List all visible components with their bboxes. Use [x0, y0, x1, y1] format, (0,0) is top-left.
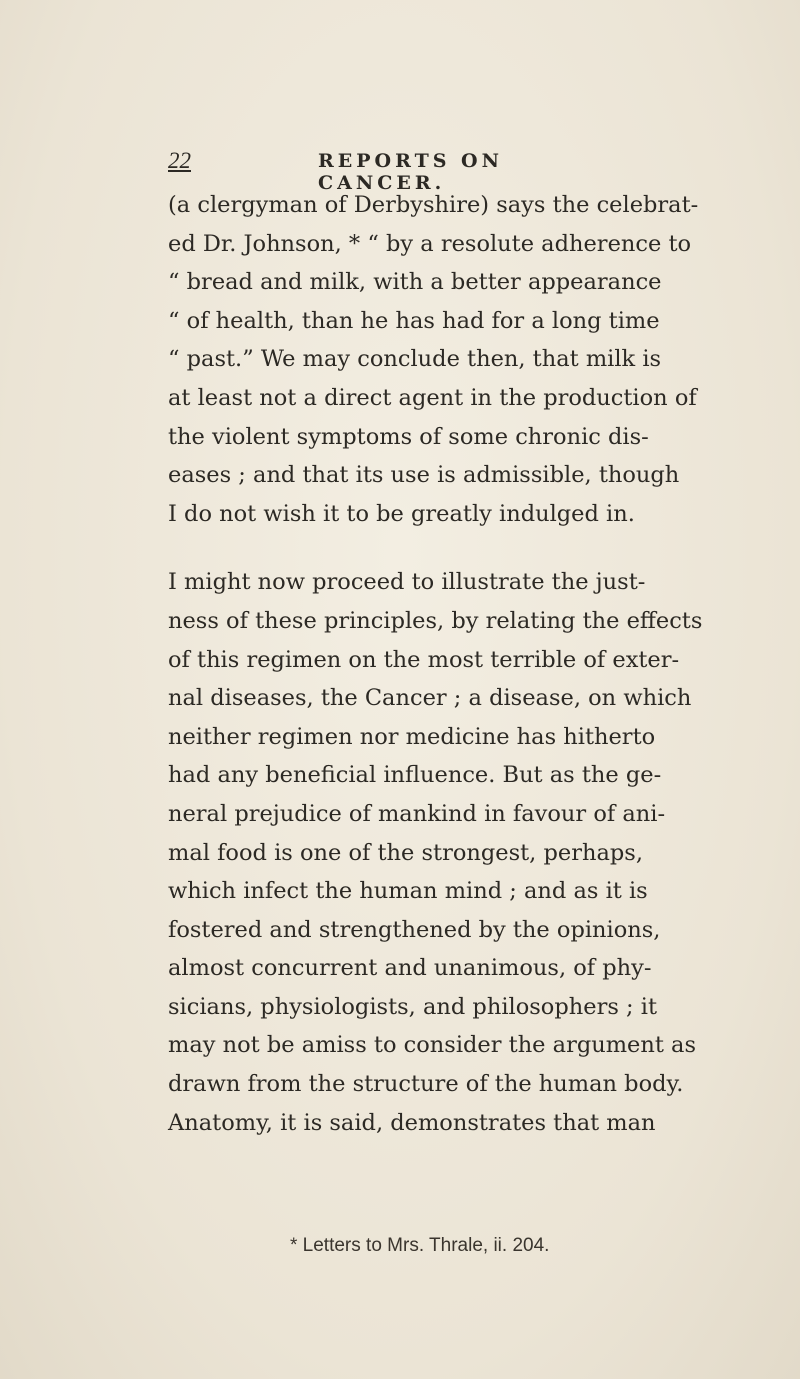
page-number: 22 — [168, 148, 191, 173]
text-line: neral prejudice of mankind in favour of ani- — [168, 800, 666, 827]
text-line: fostered and strengthened by the opinions, — [168, 916, 661, 943]
text-line: the violent symptoms of some chronic dis- — [168, 423, 649, 450]
text-line: I do not wish it to be greatly indulged in. — [168, 500, 635, 527]
paragraph-spacer — [168, 533, 668, 563]
body-text — [168, 186, 703, 1142]
paragraph-2 — [168, 563, 703, 1142]
running-head: REPORTS ON CANCER. — [318, 150, 503, 194]
text-line: mal food is one of the strongest, perhaps, — [168, 839, 643, 866]
text-line: Anatomy, it is said, demonstrates that man — [168, 1109, 656, 1136]
text-line: drawn from the structure of the human body. — [168, 1071, 684, 1098]
text-line: almost concurrent and unanimous, of phy- — [168, 955, 652, 982]
text-line: “ bread and milk, with a better appearance — [168, 269, 662, 296]
text-line: nal diseases, the Cancer ; a disease, on which — [168, 685, 692, 712]
text-line: “ of health, than he has had for a long time — [168, 307, 660, 334]
page-header — [168, 148, 638, 194]
text-line: “ past.” We may conclude then, that milk is — [168, 346, 662, 373]
text-line: (a clergyman of Derbyshire) says the celebrat- — [168, 192, 699, 218]
text-line: ness of these principles, by relating the effects — [168, 607, 703, 634]
text-line: ed Dr. Johnson, * “ by a resolute adherence to — [168, 230, 692, 257]
text-line: neither regimen nor medicine has hitherto — [168, 723, 656, 750]
paragraph-1 — [168, 186, 699, 533]
text-line: I might now proceed to illustrate the just- — [168, 569, 646, 596]
text-line: at least not a direct agent in the production of — [168, 384, 697, 411]
text-line: which infect the human mind ; and as it is — [168, 878, 648, 905]
text-line: of this regimen on the most terrible of exter- — [168, 646, 680, 673]
text-line: eases ; and that its use is admissible, though — [168, 462, 680, 489]
text-line: may not be amiss to consider the argument as — [168, 1032, 697, 1059]
text-line: sicians, physiologists, and philosophers ; it — [168, 993, 657, 1020]
footnote: * Letters to Mrs. Thrale, ii. 204. — [290, 1235, 550, 1256]
text-line: had any beneficial influence. But as the ge- — [168, 762, 662, 789]
